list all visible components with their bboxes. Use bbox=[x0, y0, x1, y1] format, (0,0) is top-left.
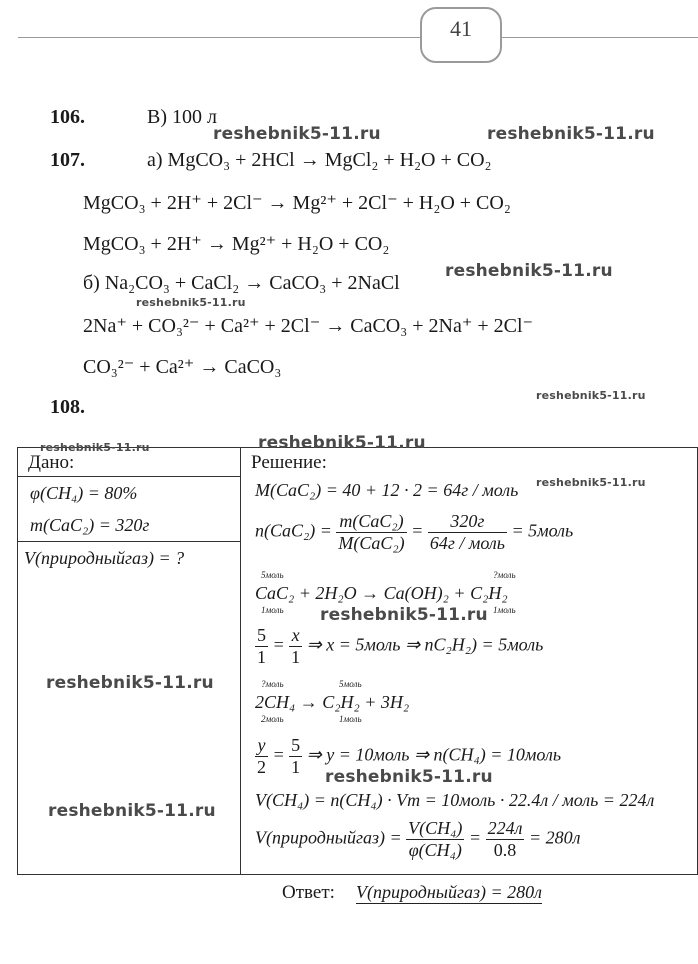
proportion-1-left-den: 1 bbox=[257, 647, 266, 667]
moles-fraction-2-num: 320г bbox=[428, 511, 507, 533]
gas-fraction-2-num: 224л bbox=[487, 818, 523, 838]
moles-eq: = bbox=[411, 520, 424, 541]
solution-cell bbox=[241, 448, 698, 875]
gas-eq: = bbox=[468, 827, 482, 848]
proportion-2-right bbox=[289, 735, 302, 778]
gas-fraction-1-num: V(CH₄) bbox=[408, 818, 463, 838]
proportion-1-right-den: 1 bbox=[291, 647, 301, 667]
solution-step-molar-mass: M(CaC₂) = 40 + 12 · 2 = 64г / моль bbox=[255, 480, 519, 500]
reaction1-top-left: 5моль bbox=[261, 570, 284, 580]
proportion-1-right-num: x bbox=[289, 625, 302, 647]
given-header: Дано: bbox=[28, 452, 75, 473]
proportion-2-left bbox=[255, 735, 268, 778]
reaction2-equation: 2CH₄ → C₂H₂ + 3H₂ bbox=[255, 692, 410, 712]
task-108-number: 108. bbox=[50, 396, 85, 418]
watermark: reshebnik5-11.ru bbox=[487, 124, 655, 144]
task-106-number: 106. bbox=[50, 106, 85, 128]
proportion-2-left-num: y bbox=[255, 735, 268, 757]
task-107-b-equation: б) Na₂CO₃ + CaCl₂ → CaCO₃ + 2NaCl bbox=[83, 272, 400, 294]
find-cell bbox=[18, 542, 241, 875]
watermark: reshebnik5-11.ru bbox=[445, 261, 613, 281]
solution-header: Решение: bbox=[251, 452, 327, 473]
watermark: reshebnik5-11.ru bbox=[325, 767, 493, 787]
moles-fraction-2 bbox=[428, 511, 507, 554]
watermark: reshebnik5-11.ru bbox=[136, 296, 246, 309]
moles-fraction-1 bbox=[336, 511, 406, 554]
page-number: 41 bbox=[450, 16, 472, 41]
proportion-2-right-num: 5 bbox=[291, 735, 301, 755]
task-107-a-label: а) bbox=[147, 149, 168, 171]
proportion-1 bbox=[255, 625, 543, 668]
proportion-1-result: ⇒ x = 5моль ⇒ nC₂H₂) = 5моль bbox=[306, 634, 544, 655]
gas-result: = 280л bbox=[528, 827, 581, 848]
reaction2-top-right: 5моль bbox=[339, 679, 362, 689]
given-values-cell bbox=[18, 477, 241, 542]
moles-fraction-2-den: 64г / моль bbox=[429, 533, 505, 553]
solution-step-moles bbox=[255, 511, 573, 554]
proportion-1-right bbox=[289, 625, 302, 668]
given-methane-fraction: φ(CH₄) = 80% bbox=[30, 483, 138, 503]
task-107-number: 107. bbox=[50, 149, 85, 171]
gas-fraction-1 bbox=[406, 818, 464, 861]
task-107-b-short-ionic: CO₃²⁻ + Ca²⁺ → CaCO₃ bbox=[83, 356, 282, 378]
moles-result: = 5моль bbox=[511, 520, 574, 541]
proportion-2-result: ⇒ y = 10моль ⇒ n(CH₄) = 10моль bbox=[306, 744, 562, 765]
watermark: reshebnik5-11.ru bbox=[46, 673, 214, 693]
task-107-a-full-ionic: MgCO₃ + 2H⁺ + 2Cl⁻ → Mg²⁺ + 2Cl⁻ + H₂O + CO₂ bbox=[83, 192, 511, 214]
proportion-2-right-den: 1 bbox=[291, 757, 301, 777]
watermark: reshebnik5-11.ru bbox=[48, 801, 216, 821]
answer-value: V(природныйгаз) = 280л bbox=[356, 882, 543, 902]
proportion-1-eq: = bbox=[272, 634, 285, 655]
task-107-a-equation bbox=[147, 149, 492, 172]
moles-fraction-1-num: m(CaC₂) bbox=[336, 511, 406, 533]
find-volume: V(природныйгаз) = ? bbox=[24, 548, 185, 568]
proportion-1-left-num: 5 bbox=[257, 625, 266, 645]
gas-fraction-1-den: φ(CH₄) bbox=[408, 840, 462, 860]
task-107-a-molecular: MgCO₃ + 2HCl → MgCl₂ + H₂O + CO₂ bbox=[167, 149, 492, 171]
reaction2-bottom-left: 2моль bbox=[261, 714, 284, 724]
watermark: reshebnik5-11.ru bbox=[213, 124, 381, 144]
gas-fraction-2 bbox=[486, 818, 525, 861]
header-rule-right bbox=[502, 37, 698, 38]
watermark: reshebnik5-11.ru bbox=[40, 441, 150, 454]
watermark: reshebnik5-11.ru bbox=[320, 605, 488, 625]
proportion-2-eq: = bbox=[272, 744, 285, 765]
reaction1-top-right: ?моль bbox=[493, 570, 516, 580]
proportion-1-left bbox=[255, 625, 268, 668]
moles-fraction-1-den: M(CaC₂) bbox=[338, 533, 405, 553]
header-rule-left bbox=[18, 37, 420, 38]
reaction1-bottom-left: 1моль bbox=[261, 605, 284, 615]
solution-step-natural-gas bbox=[255, 818, 580, 861]
solution-step-volume-ch4: V(CH₄) = n(CH₄) · Vm = 10моль · 22.4л / моль = 224л bbox=[255, 790, 655, 810]
reaction1-bottom-right: 1моль bbox=[493, 605, 516, 615]
answer-label: Ответ: bbox=[282, 882, 335, 903]
given-carbide-mass: m(CaC₂) = 320г bbox=[30, 515, 150, 535]
gas-lhs: V(природныйгаз) = bbox=[255, 827, 402, 848]
watermark: reshebnik5-11.ru bbox=[536, 389, 646, 402]
reaction2-top-left: ?моль bbox=[261, 679, 284, 689]
task-106-answer: В) 100 л bbox=[147, 106, 217, 128]
gas-fraction-2-den: 0.8 bbox=[493, 840, 517, 860]
watermark: reshebnik5-11.ru bbox=[536, 476, 646, 489]
proportion-2-left-den: 2 bbox=[257, 757, 266, 777]
task-107-a-short-ionic: MgCO₃ + 2H⁺ → Mg²⁺ + H₂O + CO₂ bbox=[83, 233, 390, 255]
task-107-b-full-ionic: 2Na⁺ + CO₃²⁻ + Ca²⁺ + 2Cl⁻ → CaCO₃ + 2Na⁺ + 2Cl⁻ bbox=[83, 315, 534, 337]
reaction2-bottom-right: 1моль bbox=[339, 714, 362, 724]
moles-lhs: n(CaC₂) = bbox=[255, 520, 332, 541]
watermark: reshebnik5-11.ru bbox=[258, 433, 426, 453]
reaction1-equation: CaC₂ + 2H₂O → Ca(OH)₂ + C₂H₂ bbox=[255, 583, 508, 603]
